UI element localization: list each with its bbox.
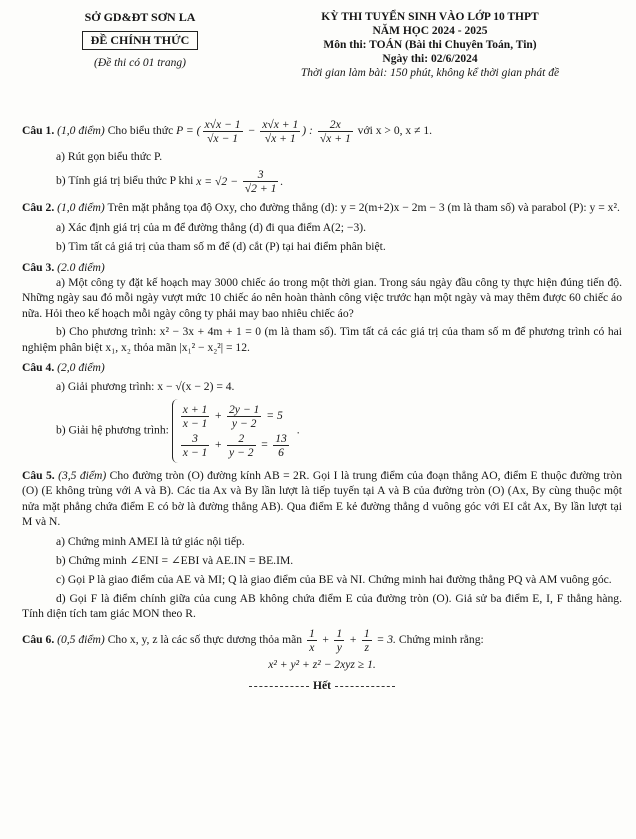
q2-part-b: b) Tìm tất cả giá trị của tham số m để (d) cắt (P) tại hai điểm phân biệt. [56, 240, 386, 254]
subject: Môn thi: TOÁN (Bài thi Chuyên Toán, Tin) [323, 39, 537, 51]
exam-title: KỲ THI TUYỂN SINH VÀO LỚP 10 THPT [321, 11, 539, 23]
q2-part-a: a) Xác định giá trị của m để đường thẳng (d) đi qua điểm A(2; −3). [56, 220, 367, 234]
q3-title: Câu 3. [22, 260, 55, 274]
question-2 [22, 200, 622, 254]
question-5 [22, 468, 622, 622]
school-year: NĂM HỌC 2024 - 2025 [372, 25, 488, 37]
q4-title: Câu 4. [22, 361, 55, 375]
q5-part-a: a) Chứng minh AMEI là tứ giác nội tiếp. [56, 534, 245, 548]
q4-part-b: b) Giải hệ phương trình: $\frac{x + 1}{x - 1}$ + $\frac{2y - 1}{y - 2}$ = 5 $\frac{3}{x - 1}$ + $\frac{2}{y - 2}$ = $\frac{13}{6}$ . [22, 399, 622, 463]
question-1 [22, 118, 622, 195]
question-6 [22, 627, 622, 672]
q6-intro: Cho x, y, z là các số thực dương thỏa mãn [107, 632, 303, 646]
official-badge: ĐỀ CHÍNH THỨC [82, 31, 199, 50]
q3-points: (2.0 điểm) [57, 260, 105, 274]
q6-title: Câu 6. [22, 632, 55, 646]
q1-intro: Cho biểu thức [107, 124, 174, 138]
q1-title: Câu 1. [22, 124, 55, 138]
q1-points: (1,0 điểm) [57, 124, 105, 138]
q6-points: (0,5 điểm) [57, 632, 105, 646]
q5-points: (3,5 điểm) [58, 468, 107, 482]
exam-body [22, 118, 622, 693]
q6-inequality: x² + y² + z² − 2xyz ≥ 1. [268, 657, 376, 671]
q2-text: Trên mặt phẳng tọa độ Oxy, cho đường thẳng (d): y = 2(m+2)x − 2m − 3 (m là tham số) và parabol (P): y = x². [107, 201, 620, 215]
question-3 [22, 260, 622, 355]
q1-formula: P = ( $\frac{x√x - 1}{√x - 1}$ − $\frac{x√x + 1}{√x + 1}$ ) : $\frac{2x}{√x + 1}$ [176, 118, 351, 145]
header-right [240, 10, 620, 80]
q1-part-a: a) Rút gọn biểu thức P. [56, 150, 163, 163]
pages-note: (Đề thi có 01 trang) [94, 57, 186, 69]
q1-part-b: b) Tính giá trị biểu thức P khi x = √2 − $\frac{3}{√2 + 1}$ . [56, 168, 284, 196]
q6-tail: Chứng minh rằng: [398, 632, 484, 646]
q1-condition: với x > 0, x ≠ 1. [357, 124, 433, 138]
q5-title: Câu 5. [22, 468, 55, 482]
equation-system: $\frac{x + 1}{x - 1}$ + $\frac{2y - 1}{y - 2}$ = 5 $\frac{3}{x - 1}$ + $\frac{2}{y - 2}$ = $\frac{13}{6}$ [172, 399, 297, 463]
q3-part-b: b) Cho phương trình: x² − 3x + 4m + 1 = 0 (m là tham số). Tìm tất cả các giá trị của tham số m để phương trình có hai nghiệm phân biệt x₁, x₂ thỏa mãn |x₁² − x₂²| = 12. [22, 325, 622, 354]
header-left [60, 10, 220, 69]
q5-part-d: d) Gọi F là điểm chính giữa của cung AB không chứa điểm E của đường tròn (O). Giả sử ba điểm E, I, F thẳng hàng. Tính diện tích tam giác MON theo R. [22, 591, 622, 621]
q4-part-a: a) Giải phương trình: x − √(x − 2) = 4. [56, 380, 235, 394]
q5-text: Cho đường tròn (O) đường kính AB = 2R. Gọi I là trung điểm của đoạn thẳng AO, điểm E thuộc đường tròn (O) (E không trùng với A và B). Các tia Ax và By lần lượt là tiếp tuyến tại A và B của đường tròn (O) (Ax, By cùng thuộc một nửa mặt phẳng chứa điểm E có bờ là đường thẳng AB). Qua điểm E kẻ đường thẳng d vuông góc với EI cắt Ax, By lần lượt tại M và N. [22, 468, 622, 529]
end-marker: Hết [22, 678, 622, 693]
q2-title: Câu 2. [22, 201, 55, 215]
q6-condition: $\frac{1}{x}$ + $\frac{1}{y}$ + $\frac{1}{z}$ = 3. [308, 626, 396, 654]
exam-date: Ngày thi: 02/6/2024 [382, 53, 478, 65]
q5-part-b: b) Chứng minh ∠ENI = ∠EBI và AE.IN = BE.IM. [56, 553, 294, 567]
department: SỞ GD&ĐT SƠN LA [84, 10, 196, 24]
duration: Thời gian làm bài: 150 phút, không kể thời gian phát đề [300, 67, 560, 79]
q2-points: (1,0 điểm) [57, 201, 105, 215]
question-4 [22, 360, 622, 463]
q3-part-a: a) Một công ty đặt kế hoạch may 3000 chiếc áo trong một thời gian. Trong sáu ngày đầu công ty thực hiện đúng tiến độ. Những ngày sau đó mỗi ngày vượt mức 10 chiếc áo nên hoàn thành công việc trước hạn một ngày và may thêm được 60 chiếc áo nữa. Hỏi theo kế hoạch mỗi ngày công ty phải may bao nhiêu chiếc áo? [22, 276, 622, 320]
q5-part-c: c) Gọi P là giao điểm của AE và MI; Q là giao điểm của BE và NI. Chứng minh hai đường thẳng PQ và AM vuông góc. [56, 573, 612, 587]
q4-points: (2,0 điểm) [57, 361, 105, 375]
